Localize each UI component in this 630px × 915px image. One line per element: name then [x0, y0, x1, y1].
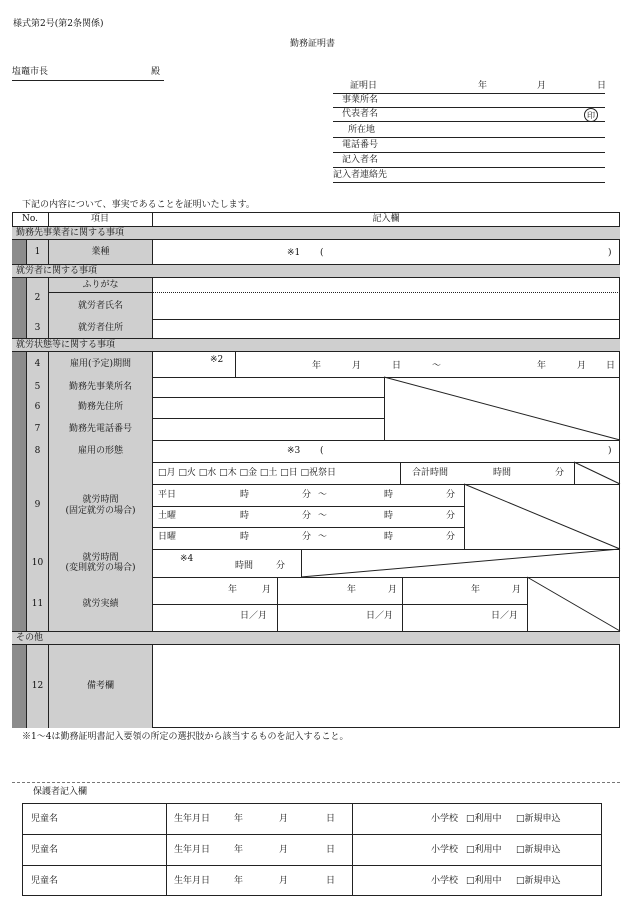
row9-sub2-top: [152, 506, 464, 507]
birth-day-1: 日: [326, 814, 336, 824]
birth-label-1: 生年月日: [174, 814, 211, 824]
phone-line: [333, 152, 605, 153]
row8-label: 雇用の形態: [48, 440, 152, 462]
birth-month-2: 月: [279, 845, 289, 855]
representative-line: [333, 121, 605, 122]
row12-div: [152, 645, 153, 728]
representative-label: 代表者名: [342, 109, 379, 119]
row1-side: [12, 240, 26, 264]
child-label-1: 児童名: [31, 814, 59, 824]
row10-label: [48, 549, 152, 577]
weekday-m2: 分: [446, 490, 456, 500]
honorific: 殿: [151, 67, 161, 77]
row4-label: 雇用(予定)期間: [48, 352, 152, 377]
row6-no: 6: [26, 397, 48, 418]
date-line: [333, 93, 605, 94]
writer-contact-label: 記入者連絡先: [333, 170, 388, 180]
row10-label-line1: 就労時間: [82, 552, 119, 563]
date-day: 日: [597, 81, 607, 91]
row5-label: 勤務先事業所名: [48, 377, 152, 397]
row3-no: 3: [26, 319, 48, 338]
birth-year-3: 年: [234, 876, 244, 886]
birth-day-2: 日: [326, 845, 336, 855]
row4-tilde: 〜: [432, 361, 442, 371]
section-worker: 就労者に関する事項: [12, 264, 620, 278]
saturday-label: 土曜: [158, 511, 177, 521]
school-label-1: 小学校: [431, 814, 459, 824]
row4-year2: 年: [537, 361, 547, 371]
row9-total-diagonal: [574, 462, 620, 484]
birth-year-2: 年: [234, 845, 244, 855]
hdr-div2: [152, 212, 153, 226]
guardian-row2-top: [22, 834, 602, 835]
office-name-label: 事業所名: [342, 95, 379, 105]
row8-no: 8: [26, 440, 48, 462]
row9-label-line2: (固定就労の場合): [65, 505, 136, 516]
date-year: 年: [478, 81, 488, 91]
row11-label: 就労実績: [48, 577, 152, 631]
guardian-div1: [166, 803, 167, 896]
row9-days: □月 □火 □水 □木 □金 □土 □日 □祝祭日: [158, 468, 337, 478]
row11-no: 11: [26, 577, 48, 631]
form-number: 様式第2号(第2条関係): [13, 19, 104, 29]
sunday-m1: 分: [302, 532, 312, 542]
row5-no: 5: [26, 377, 48, 397]
saturday-m2: 分: [446, 511, 456, 521]
seal-text: 印: [587, 110, 595, 120]
row3-label: 就労者住所: [48, 319, 152, 338]
sunday-h1: 時: [240, 532, 250, 542]
row1-close: ): [608, 248, 612, 258]
row10-div: [152, 549, 153, 577]
guardian-table: [22, 803, 602, 896]
row2-name: 就労者氏名: [48, 292, 152, 319]
row12-no: 12: [26, 645, 48, 728]
birth-month-3: 月: [279, 876, 289, 886]
birth-month-1: 月: [279, 814, 289, 824]
row4-day2: 日: [606, 361, 616, 371]
weekday-tilde: 〜: [318, 490, 328, 500]
in-use-3[interactable]: □利用中: [466, 876, 502, 886]
row2-no: 2: [26, 278, 48, 319]
row1-open: (: [320, 248, 324, 258]
row12-label: 備考欄: [48, 645, 152, 728]
row9-total-div: [400, 462, 401, 484]
row8-note: ※3: [287, 446, 301, 456]
saturday-h2: 時: [384, 511, 394, 521]
col-no-header: No.: [22, 213, 38, 224]
row9-sub3-top: [152, 527, 464, 528]
row8-close: ): [608, 446, 612, 456]
statement: 下記の内容について、事実であることを証明いたします。: [22, 200, 255, 210]
row11-y2: 年: [347, 585, 357, 595]
rows5-7-div: [152, 377, 153, 440]
weekday-h2: 時: [384, 490, 394, 500]
row4-no: 4: [26, 352, 48, 377]
new-app-2[interactable]: □新規申込: [516, 845, 561, 855]
section-employer: 勤務先事業者に関する事項: [12, 226, 620, 240]
weekday-h1: 時: [240, 490, 250, 500]
in-use-1[interactable]: □利用中: [466, 814, 502, 824]
row9-label: [48, 462, 152, 549]
row10-note: ※4: [180, 554, 194, 564]
sunday-label: 日曜: [158, 532, 177, 542]
row11-m1: 月: [262, 585, 272, 595]
row2-furigana-line: [152, 292, 620, 293]
status-side: [12, 352, 26, 631]
in-use-2[interactable]: □利用中: [466, 845, 502, 855]
row9-label-line1: 就労時間: [82, 495, 119, 506]
row9-total-minutes: 分: [555, 468, 565, 478]
page-title: 勤務証明書: [290, 39, 336, 49]
row2-div: [152, 278, 153, 319]
birth-label-2: 生年月日: [174, 845, 211, 855]
addressee-underline: [12, 80, 164, 81]
writer-label: 記入者名: [342, 155, 379, 165]
saturday-m1: 分: [302, 511, 312, 521]
guardian-row3-top: [22, 865, 602, 866]
new-app-3[interactable]: □新規申込: [516, 876, 561, 886]
section-other: その他: [12, 631, 620, 645]
row4-note: ※2: [210, 355, 224, 365]
date-label: 証明日: [350, 81, 378, 91]
col-entry-header: 記入欄: [372, 213, 400, 224]
row10-no: 10: [26, 549, 48, 577]
row10-diagonal: [301, 549, 620, 577]
row7-no: 7: [26, 418, 48, 440]
date-month: 月: [537, 81, 547, 91]
writer-line: [333, 167, 605, 168]
birth-label-3: 生年月日: [174, 876, 211, 886]
child-label-2: 児童名: [31, 845, 59, 855]
worker-side: [12, 278, 26, 338]
sunday-m2: 分: [446, 532, 456, 542]
row11-m2: 月: [388, 585, 398, 595]
row4-div: [152, 352, 153, 377]
row11-dm3: 日／月: [491, 611, 519, 621]
row1-no: 1: [26, 240, 48, 264]
row4-month2: 月: [577, 361, 587, 371]
hdr-div1: [48, 212, 49, 226]
school-label-2: 小学校: [431, 845, 459, 855]
phone-label: 電話番号: [342, 140, 379, 150]
row4-month1: 月: [352, 361, 362, 371]
weekday-m1: 分: [302, 490, 312, 500]
row4-div2: [235, 352, 236, 377]
footnote: ※1〜4は勤務証明書記入要領の所定の選択肢から該当するものを記入すること。: [22, 732, 349, 742]
row9-no: 9: [26, 462, 48, 549]
addressee: 塩竈市長: [12, 67, 49, 77]
row11-mid: [152, 604, 527, 605]
row9-total-hours: 時間: [493, 468, 512, 478]
row11-m3: 月: [512, 585, 522, 595]
row11-y1: 年: [228, 585, 238, 595]
row10-minutes: 分: [276, 561, 286, 571]
birth-day-3: 日: [326, 876, 336, 886]
saturday-h1: 時: [240, 511, 250, 521]
school-label-3: 小学校: [431, 876, 459, 886]
col-item-header: 項目: [90, 213, 109, 224]
address-label: 所在地: [348, 125, 376, 135]
other-side: [12, 645, 26, 728]
guardian-div2: [352, 803, 353, 896]
new-app-1[interactable]: □新規申込: [516, 814, 561, 824]
writer-contact-line: [333, 182, 605, 183]
row10-hours: 時間: [235, 561, 254, 571]
row1-label: 業種: [48, 240, 152, 264]
row2-furigana: ふりがな: [48, 278, 152, 292]
rows5-7-diagonal: [384, 377, 620, 440]
seal-mark: [584, 108, 598, 122]
child-label-3: 児童名: [31, 876, 59, 886]
cut-line: [12, 782, 620, 783]
sunday-tilde: 〜: [318, 532, 328, 542]
row8-open: (: [320, 446, 324, 456]
row11-diagonal: [527, 577, 620, 631]
row4-day1: 日: [392, 361, 402, 371]
address-line: [333, 137, 605, 138]
office-name-line: [333, 107, 605, 108]
birth-year-1: 年: [234, 814, 244, 824]
row3-div: [152, 319, 153, 338]
row11-dm1: 日／月: [240, 611, 268, 621]
section-status: 就労状態等に関する事項: [12, 338, 620, 352]
row9-diagonal: [464, 484, 620, 549]
weekday-label: 平日: [158, 490, 177, 500]
row1-div: [152, 240, 153, 264]
row1-note: ※1: [287, 248, 301, 258]
row6-label: 勤務先住所: [48, 397, 152, 418]
row8-div: [152, 440, 153, 462]
saturday-tilde: 〜: [318, 511, 328, 521]
row9-total-label: 合計時間: [412, 468, 449, 478]
guardian-title: 保護者記入欄: [33, 787, 88, 797]
row4-year1: 年: [312, 361, 322, 371]
sunday-h2: 時: [384, 532, 394, 542]
row11-y3: 年: [471, 585, 481, 595]
row11-dm2: 日／月: [366, 611, 394, 621]
row7-label: 勤務先電話番号: [48, 418, 152, 440]
row10-label-line2: (変則就労の場合): [65, 563, 136, 573]
